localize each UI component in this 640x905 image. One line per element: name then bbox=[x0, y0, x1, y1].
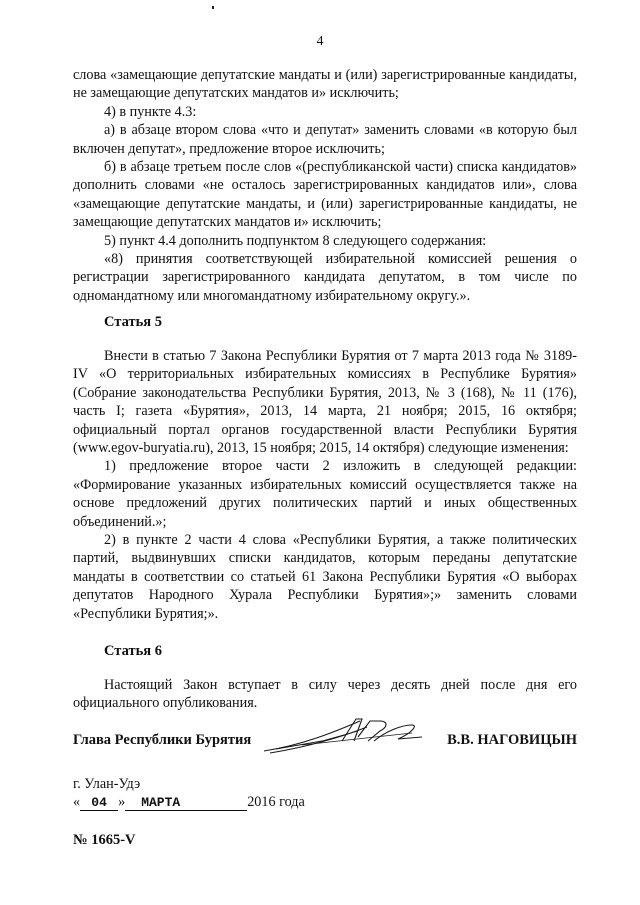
paragraph: «8) принятия соответствующей избирательной комиссией решения о регистрации зарегистрированного кандидата депутатом, в том числе по одномандатному или многомандатному избирательному округу.». bbox=[73, 251, 577, 304]
paragraph: Внести в статью 7 Закона Республики Бурятия от 7 марта 2013 года № 3189-IV «О территориальных избирательных комиссиях в Республике Бурятия» (Собрание законодательства Республики Бурятия, 2013, № 3 (168), № 11 (176), часть I; газета «Бурятия», 2013, 14 марта, 21 ноября; 2015, 16 октября; официальный портал органов государственной власти Республики Бурятия (www.egov-buryatia.ru), 2013, 15 ноября; 2015, 14 октября) следующие изменения: bbox=[73, 348, 577, 457]
paragraph: 2) в пункте 2 части 4 слова «Республики Бурятия, а также политических партий, выдвинувших списки кандидатов, которым переданы депутатские мандаты в соответствии со статьей 61 Закона Республики Бурятия «О выборах депутатов Народного Хурала Республики Бурятия»;» заменить словами «Республики Бурятия;». bbox=[73, 532, 577, 622]
paragraph: 1) предложение второе части 2 изложить в следующей редакции: «Формирование указанных избирательных комиссий осуществляется также на основе предложений других политических партий и иных общественных объединений.»; bbox=[73, 458, 577, 530]
date-of-signing bbox=[73, 794, 305, 811]
article-6-heading: Статья 6 bbox=[104, 643, 162, 659]
article-6-body bbox=[73, 676, 577, 713]
intro-section bbox=[73, 66, 577, 305]
date-close-quote: » bbox=[118, 794, 126, 810]
paragraph: б) в абзаце третьем после слов «(республиканской части) списка кандидатов» дополнить словами «не осталось зарегистрированных кандидатов или», слова «замещающие депутатские мандаты, и (или) зарегистрированные кандидаты, не замещающие депутатских мандатов и» исключить; bbox=[73, 159, 577, 231]
paragraph: 5) пункт 4.4 дополнить подпунктом 8 следующего содержания: bbox=[104, 232, 487, 249]
date-day: 04 bbox=[80, 796, 118, 811]
paragraph: слова «замещающие депутатские мандаты и (или) зарегистрированные кандидаты, не замещающие депутатских мандатов и» исключить; bbox=[73, 67, 577, 102]
signatory-name: В.В. НАГОВИЦЫН bbox=[447, 732, 577, 748]
scan-speck bbox=[212, 6, 214, 9]
signatory-title: Глава Республики Бурятия bbox=[73, 732, 252, 748]
date-month: МАРТА bbox=[125, 796, 247, 811]
article-5-body bbox=[73, 347, 577, 623]
paragraph: Настоящий Закон вступает в силу через десять дней после дня его официального опубликования. bbox=[73, 677, 577, 712]
paragraph: 4) в пункте 4.3: bbox=[104, 103, 197, 120]
date-open-quote: « bbox=[73, 794, 81, 810]
paragraph: а) в абзаце втором слова «что и депутат» заменить словами «в которую был включен депутат», предложение второе исключить; bbox=[73, 122, 577, 157]
article-5-heading: Статья 5 bbox=[104, 314, 162, 330]
date-year: 2016 года bbox=[247, 794, 305, 810]
law-number: № 1665-V bbox=[73, 832, 136, 848]
page-number: 4 bbox=[316, 34, 324, 49]
place-of-signing: г. Улан-Удэ bbox=[73, 776, 141, 792]
handwritten-signature bbox=[262, 711, 432, 759]
